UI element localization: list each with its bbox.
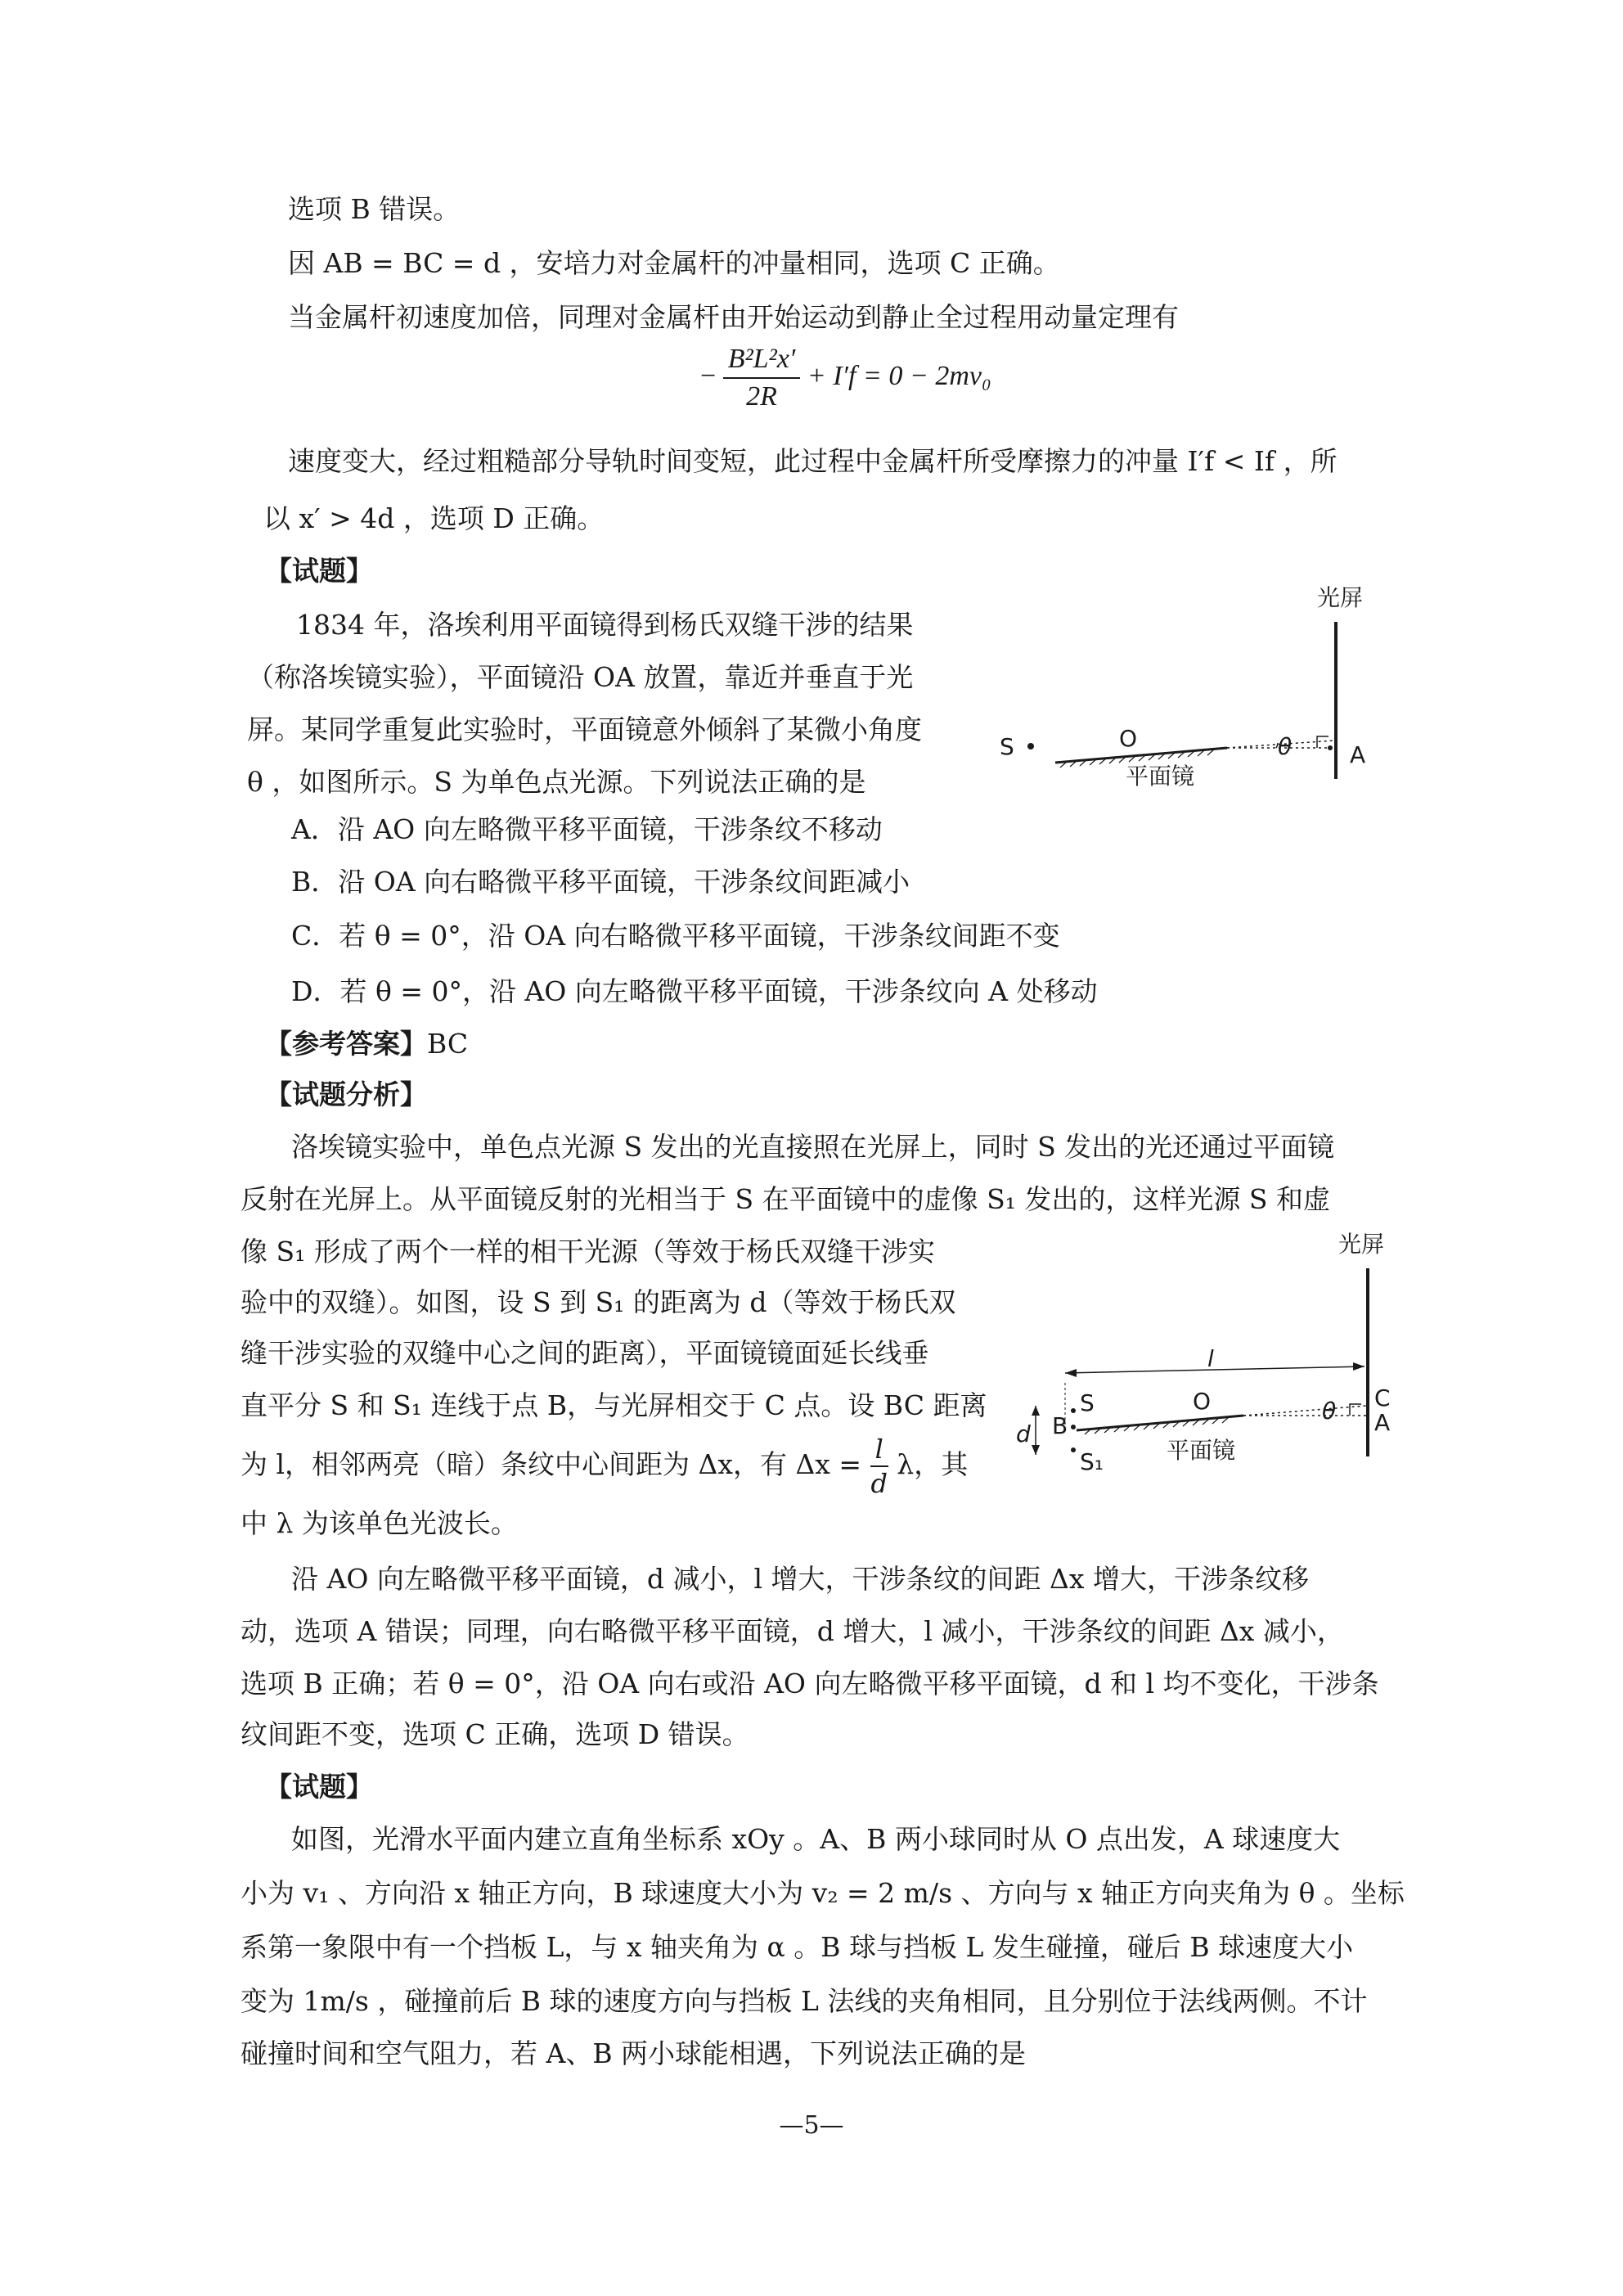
point-b [1071,1425,1076,1429]
question-stem-line: θ ，如图所示。S 为单色点光源。下列说法正确的是 [247,766,866,798]
screen-label: 光屏 [1317,584,1364,611]
text-line: 速度变大，经过粗糙部分导轨时间变短，此过程中金属杆所受摩擦力的冲量 I′f < If ，所 [288,445,1338,477]
option-d: D．若 θ = 0°，沿 AO 向左略微平移平面镜，干涉条纹向 A 处移动 [291,975,1098,1007]
point-a [1328,745,1333,750]
option-b: B．沿 OA 向右略微平移平面镜，干涉条纹间距减小 [291,866,910,898]
text-line: 以 x′ > 4d ，选项 D 正确。 [263,502,605,534]
mirror-extension [1243,1406,1366,1416]
question-stem-line: 碰撞时间和空气阻力，若 A、B 两小球能相遇，下列说法正确的是 [241,2037,1027,2069]
screen-label: 光屏 [1338,1231,1385,1258]
analysis-line: 反射在光屏上。从平面镜反射的光相当于 S 在平面镜中的虚像 S₁ 发出的，这样光源 S 和虚 [241,1183,1330,1215]
mirror-label: 平面镜 [1167,1437,1236,1464]
formula-rest: + I′f = 0 − 2mv₀ [807,360,991,391]
analysis-line: 直平分 S 和 S₁ 连线于点 B，与光屏相交于 C 点。设 BC 距离 [241,1389,987,1421]
momentum-formula [700,344,991,412]
point-a-label: A [1350,741,1366,768]
analysis-line: 沿 AO 向左略微平移平面镜，d 减小，l 增大，干涉条纹的间距 Δx 增大，干涉条纹移 [291,1563,1309,1595]
mirror-line [1055,748,1227,763]
analysis-formula-line [241,1432,968,1497]
length-l-label: l [1207,1345,1214,1372]
formula-numerator: B²L²x′ [723,344,801,379]
point-b-label: B [1052,1412,1068,1439]
analysis-line: 选项 B 正确；若 θ = 0°，沿 OA 向右或沿 AO 向左略微平移平面镜，d 和 l 均不变化，干涉条 [241,1668,1379,1699]
question-stem-line: 如图，光滑水平面内建立直角坐标系 xOy 。A、B 两小球同时从 O 点出发，A 球速度大 [291,1823,1341,1855]
question-stem-line: 屏。某同学重复此实验时，平面镜意外倾斜了某微小角度 [247,714,922,745]
analysis-line: 缝干涉实验的双缝中心之间的距离），平面镜镜面延长线垂 [241,1337,929,1369]
question-stem-line: （称洛埃镜实验），平面镜沿 OA 放置，靠近并垂直于光 [247,661,914,693]
analysis-line: 动，选项 A 错误；同理，向右略微平移平面镜，d 增大，l 减小，干涉条纹的间距 Δx 减小， [241,1615,1344,1647]
formula-post: λ，其 [897,1448,969,1480]
distance-d-label: d [1016,1420,1031,1447]
answer-label: 【参考答案】 [265,1028,427,1060]
point-o-label: O [1119,725,1138,752]
lloyd-mirror-figure [982,573,1407,802]
analysis-line: 验中的双缝）。如图，设 S 到 S₁ 的距离为 d（等效于杨氏双 [241,1286,956,1318]
question-stem-line: 小为 v₁ 、方向沿 x 轴正方向，B 球速度大小为 v₂ = 2 m/s 、方向与 x 轴正方向夹角为 θ 。坐标 [241,1877,1405,1909]
question-stem-line: 变为 1m/s ，碰撞前后 B 球的速度方向与挡板 L 法线的夹角相同，且分别位于法线两侧。不计 [241,1985,1368,2017]
option-c: C．若 θ = 0°，沿 OA 向右略微平移平面镜，干涉条纹间距不变 [291,920,1060,952]
answer-line [265,1028,468,1060]
text-line: 当金属杆初速度加倍，同理对金属杆由开始运动到静止全过程用动量定理有 [288,301,1179,333]
question-stem-line: 1834 年，洛埃利用平面镜得到杨氏双缝干涉的结果 [296,609,914,641]
question-heading: 【试题】 [265,1771,373,1803]
theta-label: θ [1278,733,1293,760]
source-dot [1027,743,1034,750]
formula-fraction [723,344,801,412]
source-dot [1071,1408,1076,1413]
text-line: 因 AB = BC = d ，安培力对金属杆的冲量相同，选项 C 正确。 [288,247,1060,279]
spacing-numerator: l [870,1435,888,1467]
point-c-label: C [1374,1384,1391,1411]
formula-minus: − [700,360,717,391]
length-l-arrow [1065,1366,1364,1373]
point-a-label: A [1374,1409,1391,1436]
question-heading: 【试题】 [265,555,373,587]
lloyd-analysis-figure [998,1219,1423,1497]
theta-label: θ [1322,1398,1337,1425]
source-label: S [1000,733,1014,760]
answer-value: BC [427,1028,469,1060]
formula-denominator: 2R [746,381,777,412]
option-a: A．沿 AO 向左略微平移平面镜，干涉条纹不移动 [291,813,883,845]
analysis-line: 像 S₁ 形成了两个一样的相干光源（等效于杨氏双缝干涉实 [241,1236,935,1267]
question-stem-line: 系第一象限中有一个挡板 L，与 x 轴夹角为 α 。B 球与挡板 L 发生碰撞，碰后 B 球速度大小 [241,1931,1354,1963]
formula-pre: 为 l，相邻两亮（暗）条纹中心间距为 Δx，有 Δx = [241,1448,862,1480]
analysis-line: 洛埃镜实验中，单色点光源 S 发出的光直接照在光屏上，同时 S 发出的光还通过平面镜 [291,1131,1335,1163]
analysis-heading: 【试题分析】 [265,1078,427,1110]
point-o-label: O [1193,1388,1212,1415]
spacing-denominator: d [870,1468,888,1499]
source-label: S [1080,1389,1095,1416]
image-source-label: S₁ [1080,1448,1104,1475]
spacing-fraction [870,1435,888,1497]
page-number: —5— [779,2111,844,2140]
text-line: 选项 B 错误。 [288,193,461,225]
mirror-label: 平面镜 [1126,763,1195,790]
analysis-line: 中 λ 为该单色光波长。 [241,1507,518,1539]
analysis-line: 纹间距不变，选项 C 正确，选项 D 错误。 [241,1718,749,1750]
image-source-dot [1071,1447,1076,1452]
